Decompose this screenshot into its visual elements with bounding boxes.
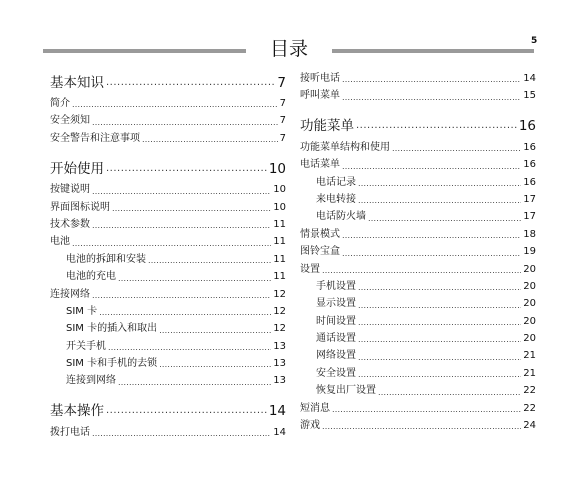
toc-entry[interactable] bbox=[50, 70, 286, 95]
toc-page-number: 7 bbox=[277, 74, 286, 91]
toc-entry[interactable] bbox=[50, 130, 286, 147]
toc-entry-label: 网络设置 bbox=[316, 350, 356, 362]
toc-entry[interactable] bbox=[50, 112, 286, 129]
toc-entry-label: 电池 bbox=[50, 236, 70, 248]
dot-leader bbox=[108, 341, 271, 355]
dot-leader bbox=[358, 177, 521, 191]
toc-page-number: 14 bbox=[273, 426, 286, 438]
dot-leader bbox=[358, 333, 521, 347]
dot-leader bbox=[106, 402, 267, 420]
dot-leader bbox=[358, 351, 521, 365]
toc-entry-label: 接听电话 bbox=[300, 72, 340, 84]
toc-page-number: 18 bbox=[523, 228, 536, 240]
toc-entry[interactable] bbox=[50, 251, 286, 268]
toc-page-number: 16 bbox=[518, 118, 536, 135]
toc-page-number: 16 bbox=[523, 176, 536, 188]
dot-leader bbox=[142, 133, 278, 147]
toc-page-number: 15 bbox=[523, 90, 536, 102]
toc-section-heading: 开始使用 bbox=[50, 160, 104, 177]
toc-entry-label: 恢复出厂设置 bbox=[316, 385, 376, 397]
toc-section-heading: 基本操作 bbox=[50, 403, 104, 420]
dot-leader bbox=[112, 202, 271, 216]
toc-page-number: 12 bbox=[273, 288, 286, 300]
toc-left-column bbox=[50, 70, 286, 441]
toc-entry[interactable] bbox=[50, 372, 286, 389]
dot-leader bbox=[72, 98, 278, 112]
toc-entry-label: 界面图标说明 bbox=[50, 201, 110, 213]
dot-leader bbox=[358, 368, 521, 382]
toc-entry[interactable] bbox=[300, 365, 536, 382]
toc-page-number: 12 bbox=[273, 305, 286, 317]
toc-entry-label: 拨打电话 bbox=[50, 426, 90, 438]
dot-leader bbox=[92, 219, 271, 233]
toc-page-number: 21 bbox=[523, 367, 536, 379]
toc-entry[interactable] bbox=[300, 382, 536, 399]
toc-entry-label: 显示设置 bbox=[316, 298, 356, 310]
dot-leader bbox=[322, 420, 521, 434]
toc-entry[interactable] bbox=[50, 216, 286, 233]
toc-entry-label: 开关手机 bbox=[66, 340, 106, 352]
toc-entry-label: 短消息 bbox=[300, 402, 330, 414]
toc-page-number: 11 bbox=[273, 253, 286, 265]
toc-entry[interactable] bbox=[50, 199, 286, 216]
toc-page-number: 16 bbox=[523, 159, 536, 171]
dot-leader bbox=[358, 281, 521, 295]
dot-leader bbox=[106, 160, 267, 178]
toc-page-number: 14 bbox=[523, 72, 536, 84]
toc-entry[interactable] bbox=[300, 347, 536, 364]
toc-entry[interactable] bbox=[300, 156, 536, 173]
dot-leader bbox=[92, 185, 271, 199]
toc-entry-label: 游戏 bbox=[300, 420, 320, 432]
toc-entry-label: 时间设置 bbox=[316, 315, 356, 327]
toc-entry[interactable] bbox=[50, 355, 286, 372]
toc-page-number: 13 bbox=[273, 340, 286, 352]
toc-page-number: 13 bbox=[273, 358, 286, 370]
toc-page-number: 10 bbox=[273, 184, 286, 196]
toc-entry[interactable] bbox=[50, 95, 286, 112]
toc-page-number: 20 bbox=[523, 280, 536, 292]
toc-entry[interactable] bbox=[300, 417, 536, 434]
toc-page-number: 24 bbox=[523, 420, 536, 432]
toc-page-number: 17 bbox=[523, 193, 536, 205]
toc-entry[interactable] bbox=[300, 87, 536, 104]
toc-entry[interactable] bbox=[300, 330, 536, 347]
toc-entry[interactable] bbox=[300, 261, 536, 278]
toc-entry-label: 连接网络 bbox=[50, 288, 90, 300]
dot-leader bbox=[92, 427, 271, 441]
toc-page-number: 19 bbox=[523, 246, 536, 258]
toc-page-number: 7 bbox=[279, 115, 286, 127]
toc-entry-label: 电话防火墙 bbox=[316, 211, 366, 223]
toc-entry[interactable] bbox=[50, 181, 286, 198]
toc-entry-label: 技术参数 bbox=[50, 218, 90, 230]
dot-leader bbox=[148, 254, 271, 268]
toc-page-number: 7 bbox=[279, 97, 286, 109]
toc-entry-label: SIM 卡 bbox=[66, 305, 98, 317]
toc-entry-label: 按键说明 bbox=[50, 184, 90, 196]
page-title: 目录 bbox=[246, 36, 332, 62]
toc-entry-label: 电池的拆卸和安装 bbox=[66, 253, 146, 265]
toc-entry[interactable] bbox=[300, 208, 536, 225]
toc-page-number: 11 bbox=[273, 218, 286, 230]
toc-entry-label: 安全警告和注意事项 bbox=[50, 132, 140, 144]
toc-entry[interactable] bbox=[50, 320, 286, 337]
toc-entry[interactable] bbox=[50, 399, 286, 424]
toc-page-number: 11 bbox=[273, 271, 286, 283]
toc-entry-label: 呼叫菜单 bbox=[300, 90, 340, 102]
toc-page-number: 20 bbox=[523, 333, 536, 345]
dot-leader bbox=[378, 386, 521, 400]
toc-entry-label: 连接到网络 bbox=[66, 375, 116, 387]
dot-leader bbox=[92, 289, 271, 303]
dot-leader bbox=[342, 73, 521, 87]
dot-leader bbox=[358, 316, 521, 330]
dot-leader bbox=[358, 299, 521, 313]
toc-page-number: 17 bbox=[523, 211, 536, 223]
toc-entry[interactable] bbox=[50, 233, 286, 250]
toc-entry-label: 设置 bbox=[300, 263, 320, 275]
dot-leader bbox=[106, 74, 275, 92]
toc-entry-label: 电池的充电 bbox=[66, 271, 116, 283]
toc-entry-label: 简介 bbox=[50, 97, 70, 109]
toc-entry[interactable] bbox=[300, 278, 536, 295]
toc-section-heading: 基本知识 bbox=[50, 74, 104, 91]
dot-leader bbox=[118, 376, 271, 390]
toc-entry-label: SIM 卡和手机的去锁 bbox=[66, 358, 158, 370]
toc-entry[interactable] bbox=[300, 70, 536, 87]
toc-page-number: 22 bbox=[523, 385, 536, 397]
toc-entry-label: SIM 卡的插入和取出 bbox=[66, 323, 158, 335]
toc-page-number: 20 bbox=[523, 263, 536, 275]
toc-page-number: 20 bbox=[523, 315, 536, 327]
dot-leader bbox=[118, 272, 271, 286]
dot-leader bbox=[342, 229, 521, 243]
dot-leader bbox=[356, 117, 517, 135]
toc-entry-label: 手机设置 bbox=[316, 280, 356, 292]
toc-entry[interactable] bbox=[50, 286, 286, 303]
page-number: 5 bbox=[531, 36, 538, 46]
toc-entry[interactable] bbox=[300, 400, 536, 417]
toc-entry-label: 来电转接 bbox=[316, 193, 356, 205]
toc-page-number: 10 bbox=[268, 160, 286, 177]
dot-leader bbox=[159, 324, 271, 338]
toc-page-number: 16 bbox=[523, 141, 536, 153]
toc-entry-label: 安全设置 bbox=[316, 367, 356, 379]
toc-entry[interactable] bbox=[300, 226, 536, 243]
dot-leader bbox=[358, 194, 521, 208]
toc-entry[interactable] bbox=[50, 303, 286, 320]
toc-entry[interactable] bbox=[50, 156, 286, 181]
toc-page-number: 7 bbox=[279, 132, 286, 144]
toc-entry[interactable] bbox=[300, 139, 536, 156]
toc-page-number: 14 bbox=[268, 403, 286, 420]
toc-entry[interactable] bbox=[300, 313, 536, 330]
toc-entry-label: 图铃宝盒 bbox=[300, 246, 340, 258]
toc-page-number: 21 bbox=[523, 350, 536, 362]
toc-entry[interactable] bbox=[300, 243, 536, 260]
toc-page-number: 10 bbox=[273, 201, 286, 213]
toc-entry[interactable] bbox=[300, 174, 536, 191]
toc-section-heading: 功能菜单 bbox=[300, 118, 354, 135]
toc-page-number: 22 bbox=[523, 402, 536, 414]
toc-entry-label: 通话设置 bbox=[316, 333, 356, 345]
toc-entry-label: 电话菜单 bbox=[300, 159, 340, 171]
toc-page-number: 11 bbox=[273, 236, 286, 248]
dot-leader bbox=[92, 116, 278, 130]
dot-leader bbox=[392, 142, 521, 156]
toc-entry[interactable] bbox=[300, 191, 536, 208]
toc-right-column bbox=[300, 70, 536, 434]
toc-entry-label: 安全须知 bbox=[50, 115, 90, 127]
toc-entry[interactable] bbox=[300, 295, 536, 312]
toc-entry-label: 情景模式 bbox=[300, 228, 340, 240]
dot-leader bbox=[368, 212, 521, 226]
dot-leader bbox=[342, 160, 521, 174]
dot-leader bbox=[72, 237, 271, 251]
toc-entry[interactable] bbox=[50, 338, 286, 355]
toc-entry-label: 功能菜单结构和使用 bbox=[300, 141, 390, 153]
toc-entry-label: 电话记录 bbox=[316, 176, 356, 188]
dot-leader bbox=[322, 264, 521, 278]
dot-leader bbox=[342, 91, 521, 105]
toc-page-number: 20 bbox=[523, 298, 536, 310]
dot-leader bbox=[99, 306, 271, 320]
toc-page-number: 12 bbox=[273, 323, 286, 335]
toc-entry[interactable] bbox=[300, 114, 536, 139]
dot-leader bbox=[159, 358, 271, 372]
toc-entry[interactable] bbox=[50, 268, 286, 285]
dot-leader bbox=[342, 247, 521, 261]
dot-leader bbox=[332, 403, 521, 417]
toc-entry[interactable] bbox=[50, 424, 286, 441]
toc-page-number: 13 bbox=[273, 375, 286, 387]
